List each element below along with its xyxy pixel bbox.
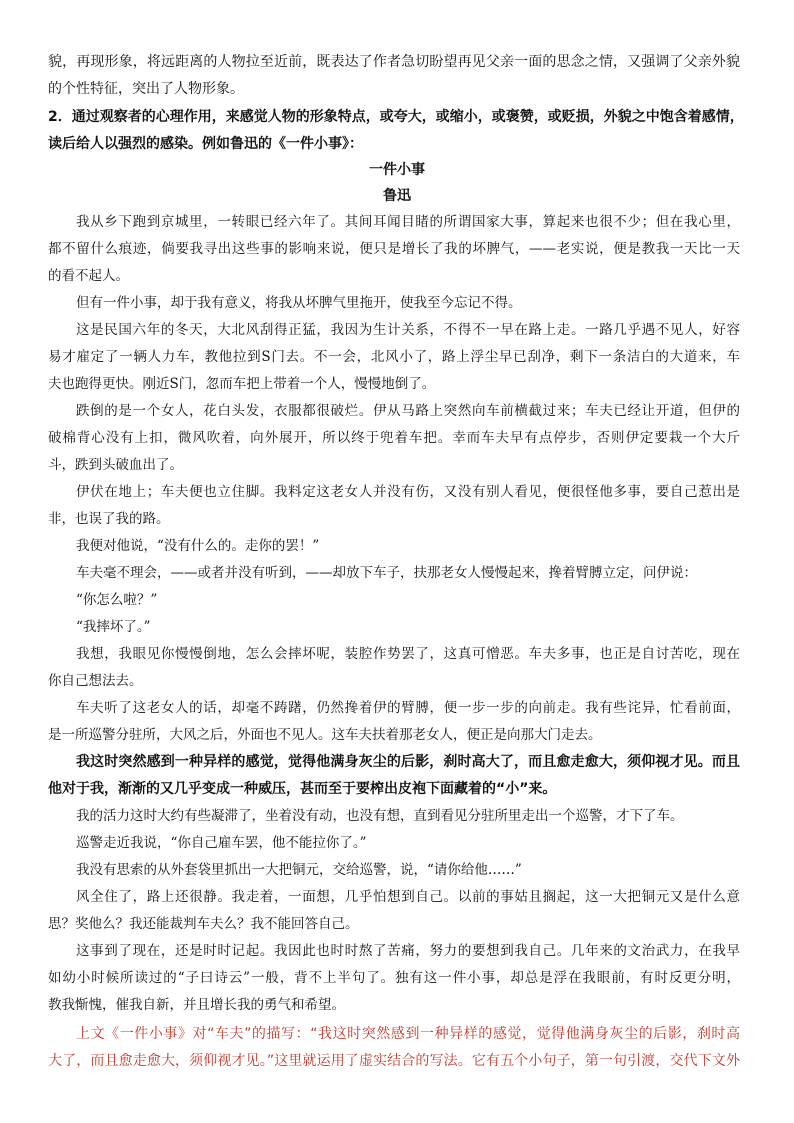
article-author: 鲁迅	[383, 188, 411, 204]
article-line-bold: 我这时突然感到一种异样的感觉，觉得他满身灰尘的后影，刹时高大了，而且愈走愈大，须仰视才见。而且	[76, 754, 740, 770]
article-line: 都不留什么痕迹，倘要我寻出这些事的影响来说，便只是增长了我的坏脾气，——老实说，便是教我一天比一天	[48, 241, 740, 257]
analysis-line-1: 上文《一件小事》对“车夫”的描写：“我这时突然感到一种异样的感觉，觉得他满身灰尘的后影，刹时高	[76, 1026, 740, 1042]
article-line: 跌倒的是一个女人，花白头发，衣服都很破烂。伊从马路上突然向车前横截过来；车夫已经让开道，但伊的	[76, 403, 740, 419]
article-line: 是一所巡警分驻所，大风之后，外面也不见人。这车夫扶着那老女人，便正是向那大门走去。	[48, 727, 602, 743]
article-line: 斗，跌到头破血出了。	[48, 457, 183, 473]
article-line: 我没有思索的从外套袋里抓出一大把铜元，交给巡警，说，“请你给他……”	[76, 862, 522, 878]
article-line: “你怎么啦？”	[76, 592, 158, 608]
article-line: 这事到了现在，还是时时记起。我因此也时时熬了苦痛，努力的要想到我自己。几年来的文治武力，在我早	[76, 943, 740, 959]
intro-line-1: 貌，再现形象，将远距离的人物拉至近前，既表达了作者急切盼望再见父亲一面的思念之情，又强调了父亲外貌	[48, 54, 740, 70]
article-line: 但有一件小事，却于我有意义，将我从坏脾气里拖开，使我至今忘记不得。	[76, 295, 522, 311]
analysis-line-2: 大了，而且愈走愈大，须仰视才见。”这里就运用了虚实结合的写法。它有五个小句子，第一句引渡，交代下文外	[48, 1053, 740, 1069]
article-line: 如幼小时候所读过的“子曰诗云”一般，背不上半句了。独有这一件小事，却总是浮在我眼前，有时反更分明，	[48, 970, 740, 986]
article-line: 伊伏在地上；车夫便也立住脚。我料定这老女人并没有伤，又没有别人看见，便很怪他多事，要自己惹出是	[76, 484, 740, 500]
article-title: 一件小事	[369, 162, 425, 178]
article-line: 的看不起人。	[48, 268, 129, 284]
article-line: 易才雇定了一辆人力车，教他拉到S门去。不一会，北风小了，路上浮尘早已刮净，剩下一条洁白的大道来，车	[48, 349, 740, 365]
article-line: 破棉背心没有上扣，微风吹着，向外展开，所以终于兜着车把。幸而车夫早有点停步，否则伊定要栽一个大斤	[48, 430, 740, 446]
article-line: 车夫听了这老女人的话，却毫不踌躇，仍然搀着伊的臂膊，便一步一步的向前走。我有些诧异，忙看前面，	[76, 700, 740, 716]
point-2-heading-line-1: 2．通过观察者的心理作用，来感觉人物的形象特点，或夸大，或缩小，或褒赞，或贬损，外貌之中饱含着感情，	[48, 109, 744, 125]
article-line: 我想，我眼见你慢慢倒地，怎么会摔坏呢，装腔作势罢了，这真可憎恶。车夫多事，也正是自讨苦吃，现在	[76, 646, 740, 662]
article-line: 这是民国六年的冬天，大北风刮得正猛，我因为生计关系，不得不一早在路上走。一路几乎遇不见人，好容	[76, 322, 740, 338]
article-line: 非，也误了我的路。	[48, 511, 170, 527]
article-line: 车夫毫不理会，——或者并没有听到，——却放下车子，扶那老女人慢慢起来，搀着臂膊立定，问伊说：	[76, 565, 697, 581]
article-line: 风全住了，路上还很静。我走着，一面想，几乎怕想到自己。以前的事姑且搁起，这一大把铜元又是什么意	[76, 889, 740, 905]
article-line: 巡警走近我说，“你自己雇车罢，他不能拉你了。”	[76, 835, 367, 851]
article-line: 你自己想法去。	[48, 673, 143, 689]
intro-line-2: 的个性特征，突出了人物形象。	[48, 81, 244, 97]
article-line: 思？奖他么？我还能裁判车夫么？我不能回答自己。	[48, 916, 359, 932]
article-line: “我摔坏了。”	[76, 619, 151, 635]
article-line: 我从乡下跑到京城里，一转眼已经六年了。其间耳闻目睹的所谓国家大事，算起来也很不少；但在我心里，	[76, 214, 740, 230]
article-line: 教我惭愧，催我自新，并且增长我的勇气和希望。	[48, 997, 345, 1013]
article-line: 我便对他说，“没有什么的。走你的罢！”	[76, 538, 320, 554]
article-line-bold: 他对于我，渐渐的又几乎变成一种威压，甚而至于要榨出皮袍下面藏着的“小”来。	[48, 781, 557, 797]
article-line: 夫也跑得更快。刚近S门，忽而车把上带着一个人，慢慢地倒了。	[48, 376, 436, 392]
article-line: 我的活力这时大约有些凝滞了，坐着没有动，也没有想，直到看见分驻所里走出一个巡警，才下了车。	[76, 808, 684, 824]
point-2-heading-line-2: 读后给人以强烈的感染。例如鲁迅的《一件小事》：	[48, 136, 363, 152]
